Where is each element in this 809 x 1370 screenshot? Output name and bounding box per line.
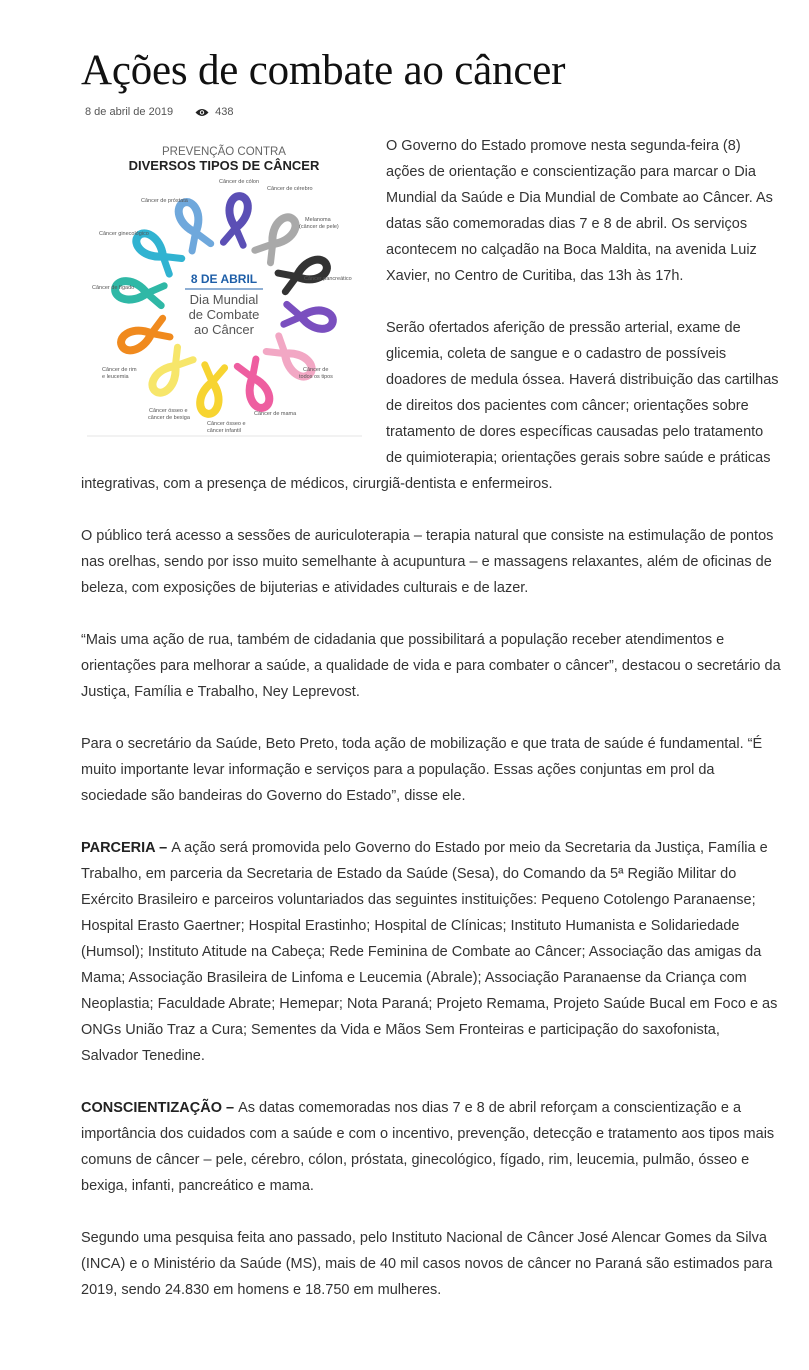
label-todos-2: todos os tipos bbox=[299, 374, 333, 380]
label-todos-1: Câncer de bbox=[303, 367, 329, 373]
article-image[interactable] bbox=[87, 137, 362, 437]
section-lead-parceria: PARCERIA – bbox=[81, 840, 172, 856]
paragraph-5: Para o secretário da Saúde, Beto Preto, toda ação de mobilização e que trata de saúde é fundamental. “É muito importante levar informação e serviços para a população. Essas ações conjuntas em prol da sociedade são bandeiras do Governo do Estado”, disse ele. bbox=[81, 736, 763, 804]
label-infantil-2: câncer infantil bbox=[207, 428, 241, 434]
label-melanoma-2: (câncer de pele) bbox=[299, 224, 339, 230]
cancer-ribbons-illustration bbox=[87, 137, 362, 437]
view-counter bbox=[195, 106, 233, 118]
label-figado: Câncer de fígado bbox=[92, 285, 135, 291]
paragraph-3: O público terá acesso a sessões de auriculoterapia – terapia natural que consiste na estimulação de pontos nas orelhas, sendo por isso muito semelhante à acupuntura – e massagens relaxantes, além de oficinas de beleza, com exposições de bijuterias e atividades culturais e de lazer. bbox=[81, 528, 774, 596]
label-mama: Câncer de mama bbox=[254, 411, 297, 417]
label-prostata: Câncer de próstata bbox=[141, 198, 188, 204]
paragraph-1: O Governo do Estado promove nesta segunda-feira (8) ações de orientação e conscientização para marcar o Dia Mundial da Saúde e Dia Mundial de Combate ao Câncer. As datas são comemoradas dias 7 e 8 de abril. Os serviços acontecem no calçadão na Boca Maldita, na avenida Luiz Xavier, no Centro de Curitiba, das 13h às 17h. bbox=[386, 138, 773, 284]
image-center-line-3: ao Câncer bbox=[194, 322, 254, 337]
paragraph-parceria: PARCERIA – A ação será promovida pelo Governo do Estado por meio da Secretaria da Justiça, Família e Trabalho, em parceria da Secretaria de Estado da Saúde (Sesa), do Comando da 5ª Região Militar do Exército Brasileiro e parceiros voluntariados das seguintes instituições: Pequeno Cotolengo Paranaense; Hospital Erasto Gaertner; Hospital Erastinho; Hospital de Clínicas; Instituto Humanista e Solidariedade (Humsol); Instituto Atitude na Cabeça; Rede Feminina de Combate ao Câncer; Associação das amigas da Mama; Associação Brasileira de Linfoma e Leucemia (Abrale); Associação Paranaense da Criança com Neoplastia; Faculdade Abrate; Hemepar; Nota Paraná; Projeto Remama, Projeto Saúde Bucal em Foco e as ONGs União Traz a Cura; Sementes da Vida e Mãos Sem Fronteiras e participação do saxofonista, Salvador Tenedine. bbox=[81, 840, 778, 1064]
image-heading-2: DIVERSOS TIPOS DE CÂNCER bbox=[128, 158, 320, 173]
image-center-line-1: Dia Mundial bbox=[189, 292, 259, 307]
label-osseo-1: Câncer ósseo e bbox=[149, 408, 188, 414]
image-center-date: 8 DE ABRIL bbox=[190, 272, 258, 286]
section-lead-conscientizacao: CONSCIENTIZAÇÃO – bbox=[81, 1100, 239, 1116]
label-melanoma-1: Melanoma bbox=[305, 217, 331, 223]
article-title: Ações de combate ao câncer bbox=[81, 47, 566, 94]
paragraph-4: “Mais uma ação de rua, também de cidadania que possibilitará a população receber atendimentos e orientações para melhorar a saúde, a qualidade de vida e para combater o câncer”, destacou o secretário da Justiça, Família e Trabalho, Ney Leprevost. bbox=[81, 632, 781, 700]
label-rim-2: e leucemia bbox=[102, 374, 129, 380]
label-ginecologico: Câncer ginecológico bbox=[99, 231, 149, 237]
eye-icon bbox=[195, 108, 209, 117]
label-cerebro: Câncer de cérebro bbox=[267, 186, 313, 192]
label-pancreatico: Câncer pancreático bbox=[304, 276, 352, 282]
label-rim-1: Câncer de rim bbox=[102, 367, 137, 373]
image-heading-1: PREVENÇÃO CONTRA bbox=[162, 146, 286, 158]
paragraph-8: Segundo uma pesquisa feita ano passado, pelo Instituto Nacional de Câncer José Alencar Gomes da Silva (INCA) e o Ministério da Saúde (MS), mais de 40 mil casos novos de câncer no Paraná são estimados para 2019, sendo 24.830 em homens e 18.750 em mulheres. bbox=[81, 1230, 773, 1298]
paragraph-2: Serão ofertados aferição de pressão arterial, exame de glicemia, coleta de sangue e o cadastro de possíveis doadores de medula óssea. Haverá distribuição das cartilhas de direitos dos pacientes com câncer; orientações sobre tratamento de dores específicas causadas pelo tratamento de quimioterapia; orientações gerais sobre saúde e práticas integrativas, com a presença de médicos, cirurgiã-dentista e enfermeiros. bbox=[81, 320, 779, 492]
label-infantil-1: Câncer ósseo e bbox=[207, 421, 246, 427]
label-colon: Câncer de cólon bbox=[219, 179, 260, 185]
view-count: 438 bbox=[215, 106, 234, 118]
label-osseo-2: câncer de bexiga bbox=[148, 415, 190, 421]
paragraph-conscientizacao: CONSCIENTIZAÇÃO – As datas comemoradas nos dias 7 e 8 de abril reforçam a conscientização e a importância dos cuidados com a saúde e com o incentivo, prevenção, detecção e tratamento aos tipos mais comuns de câncer – pele, cérebro, cólon, próstata, ginecológico, fígado, rim, leucemia, pulmão, ósseo e bexiga, infanti, pancreático e mama. bbox=[81, 1100, 775, 1194]
article bbox=[81, 44, 781, 1329]
article-meta bbox=[81, 103, 781, 121]
image-center-line-2: de Combate bbox=[188, 307, 260, 322]
article-body bbox=[81, 133, 781, 1303]
publish-date: 8 de abril de 2019 bbox=[85, 106, 174, 118]
